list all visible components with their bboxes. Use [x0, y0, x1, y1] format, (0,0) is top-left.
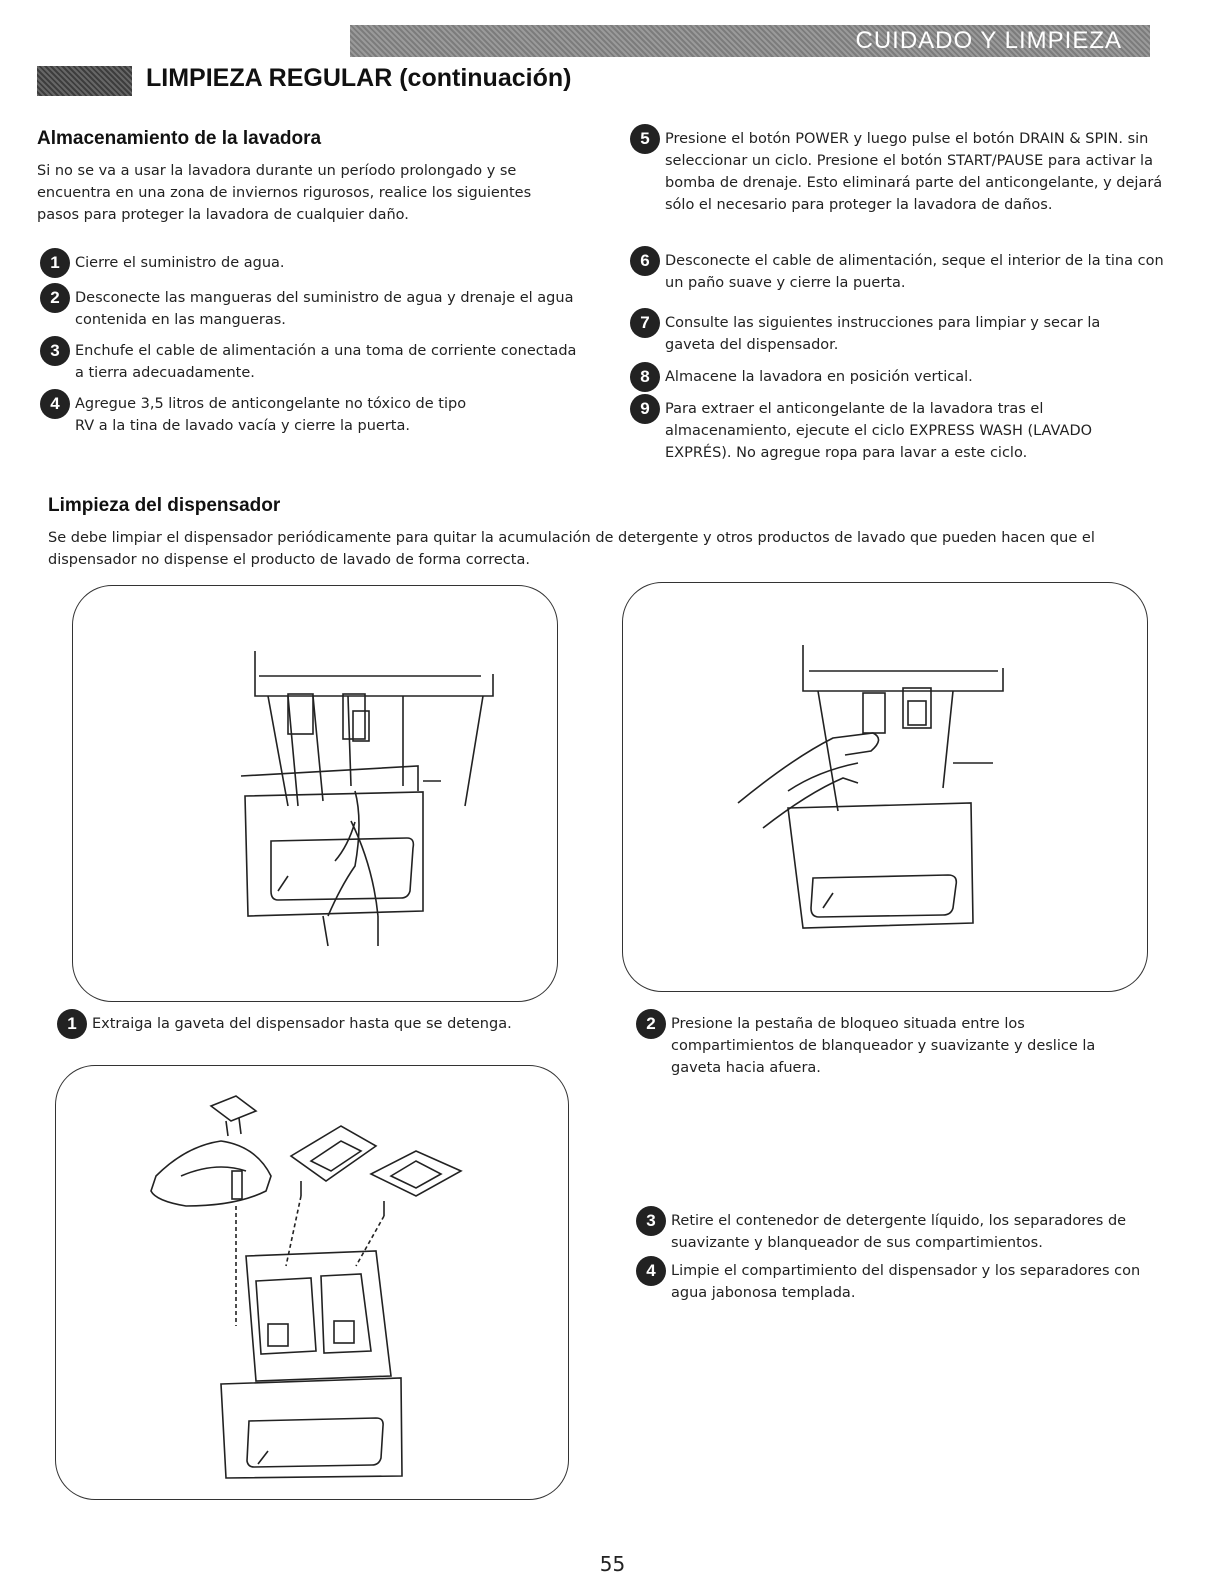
step-text: Para extraer el anticongelante de la lavadora tras el almacenamiento, ejecute el ciclo EXPRESS WASH (LAVADO EXPRÉS). No agregue ropa para lavar a este ciclo.	[665, 401, 1093, 461]
step-number: 4	[636, 1256, 666, 1286]
step-text: Enchufe el cable de alimentación a una toma de corriente conectada a tierra adecuadamente.	[75, 343, 577, 381]
storage-step	[630, 398, 1140, 464]
step-number: 1	[57, 1009, 87, 1039]
section-banner-label: CUIDADO Y LIMPIEZA	[855, 27, 1122, 54]
dispenser-step	[636, 1210, 1176, 1254]
step-text: Limpie el compartimiento del dispensador y los separadores con agua jabonosa templada.	[671, 1263, 1141, 1301]
step-text: Cierre el suministro de agua.	[75, 255, 285, 271]
storage-step	[630, 366, 1150, 392]
press-tab-illustration	[623, 583, 1147, 991]
page-number: 55	[599, 1552, 626, 1576]
illustration-pull-drawer	[72, 585, 558, 1002]
illustration-press-tab	[622, 582, 1148, 992]
storage-step	[630, 250, 1175, 294]
page-title: LIMPIEZA REGULAR (continuación)	[146, 64, 572, 92]
dispenser-step	[636, 1013, 1106, 1079]
drawer-pull-illustration	[73, 586, 557, 1001]
storage-step	[630, 128, 1170, 216]
storage-intro: Si no se va a usar la lavadora durante un período prolongado y se encuentra en una zona de inviernos rigurosos, realice los siguientes pasos para proteger la lavadora de cualquier daño.	[37, 163, 532, 223]
dispenser-parts-illustration	[56, 1066, 568, 1499]
step-number: 5	[630, 124, 660, 154]
storage-step	[630, 312, 1150, 356]
step-text: Extraiga la gaveta del dispensador hasta que se detenga.	[92, 1016, 512, 1032]
step-text: Presione el botón POWER y luego pulse el botón DRAIN & SPIN. sin seleccionar un ciclo. Presione el botón START/PAUSE para activar la bomba de drenaje. Esto eliminará parte del anticongelante, y dejará sólo el necesario para proteger la lavadora de daños.	[665, 131, 1163, 213]
step-number: 8	[630, 362, 660, 392]
step-text: Presione la pestaña de bloqueo situada entre los compartimientos de blanqueador y suavizante y deslice la gaveta hacia afuera.	[671, 1016, 1096, 1076]
dispenser-intro: Se debe limpiar el dispensador periódicamente para quitar la acumulación de detergente y otros productos de lavado que pueden hacen que el dispensador no dispense el producto de lavado de forma correcta.	[48, 530, 1095, 568]
section-banner	[350, 25, 1150, 57]
step-text: Desconecte las mangueras del suministro de agua y drenaje el agua contenida en las mangueras.	[75, 290, 574, 328]
storage-step	[40, 252, 580, 278]
illustration-dispenser-parts	[55, 1065, 569, 1500]
storage-step	[40, 340, 580, 384]
step-text: Agregue 3,5 litros de anticongelante no tóxico de tipo RV a la tina de lavado vacía y cierre la puerta.	[75, 396, 467, 434]
storage-heading: Almacenamiento de la lavadora	[37, 128, 322, 149]
dispenser-step	[636, 1260, 1146, 1304]
step-text: Consulte las siguientes instrucciones para limpiar y secar la gaveta del dispensador.	[665, 315, 1101, 353]
storage-step	[40, 287, 580, 331]
step-text: Retire el contenedor de detergente líquido, los separadores de suavizante y blanqueador de sus compartimientos.	[671, 1213, 1127, 1251]
step-number: 3	[636, 1206, 666, 1236]
step-number: 3	[40, 336, 70, 366]
step-number: 2	[40, 283, 70, 313]
step-number: 7	[630, 308, 660, 338]
dispenser-heading: Limpieza del dispensador	[48, 495, 281, 516]
step-number: 6	[630, 246, 660, 276]
title-marker	[37, 66, 132, 96]
step-number: 2	[636, 1009, 666, 1039]
step-number: 1	[40, 248, 70, 278]
storage-step	[40, 393, 480, 437]
step-number: 9	[630, 394, 660, 424]
step-number: 4	[40, 389, 70, 419]
dispenser-step	[57, 1013, 577, 1039]
step-text: Desconecte el cable de alimentación, seque el interior de la tina con un paño suave y cierre la puerta.	[665, 253, 1164, 291]
step-text: Almacene la lavadora en posición vertical.	[665, 369, 973, 385]
